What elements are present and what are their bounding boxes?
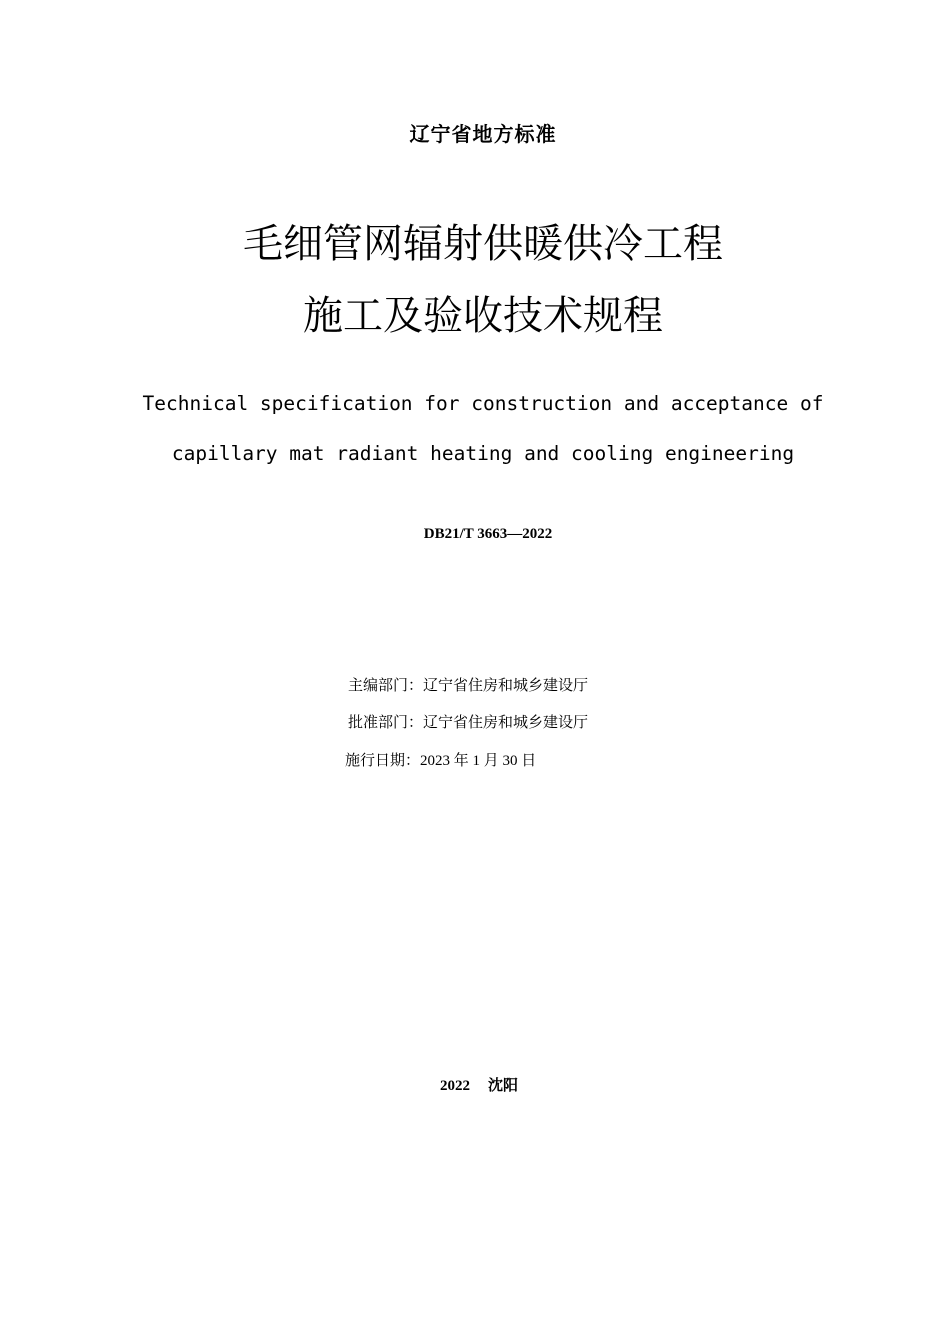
title-en-line-2: capillary mat radiant heating and cooling engineering [171,442,795,465]
footer [440,1074,518,1095]
approval-department: 批准部门：辽宁省住房和城乡建设厅 [348,715,589,731]
footer-city: 沈阳 [488,1078,519,1094]
editor-department: 主编部门：辽宁省住房和城乡建设厅 [348,678,589,694]
footer-year: 2022 [440,1078,470,1094]
title-en-line-1: Technical specification for construction and acceptance of [142,392,824,415]
standard-type-label: 辽宁省地方标准 [409,122,557,146]
title-cn-line-1: 毛细管网辐射供暖供冷工程 [243,221,723,267]
effective-date: 施行日期：2023 年 1 月 30 日 [345,753,537,769]
title-cn-line-2: 施工及验收技术规程 [303,293,663,339]
standard-code: DB21/T 3663—2022 [423,526,553,542]
